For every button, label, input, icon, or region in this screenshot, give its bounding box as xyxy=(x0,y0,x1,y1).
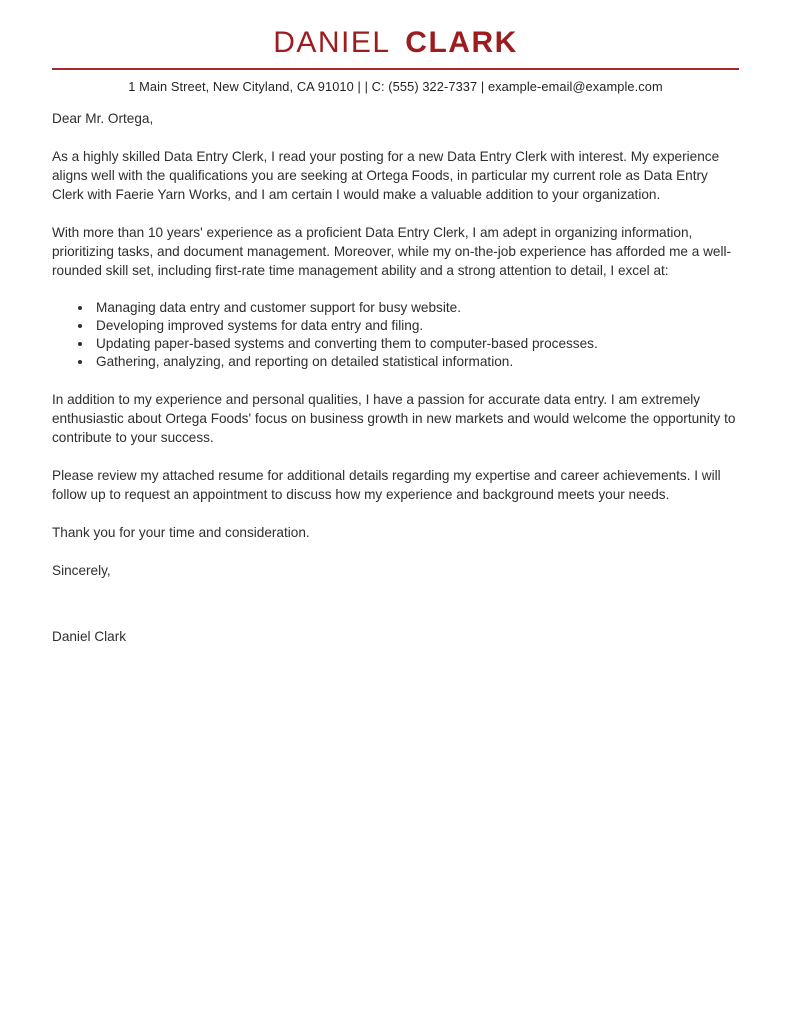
paragraph-intro: As a highly skilled Data Entry Clerk, I read your posting for a new Data Entry Clerk with interest. My experience aligns well with the qualifications you are seeking at Ortega Foods, in particular my current role as Data Entry Clerk with Faerie Yarn Works, and I am certain I would make a valuable addition to your organization. xyxy=(52,148,720,202)
signature-space xyxy=(52,599,739,627)
skills-bullet-list xyxy=(52,299,739,371)
first-name: DANIEL xyxy=(273,26,390,59)
last-name: CLARK xyxy=(405,26,518,59)
contact-line: 1 Main Street, New Cityland, CA 91010 | | C: (555) 322-7337 | example-email@example.com xyxy=(128,78,663,94)
letter-body xyxy=(52,109,739,646)
paragraph-experience: With more than 10 years' experience as a proficient Data Entry Clerk, I am adept in organizing information, prioritizing tasks, and document management. Moreover, while my on-the-job experience has afforded me a well-rounded skill set, including first-rate time management ability and a strong attention to detail, I excel at: xyxy=(52,224,732,278)
bullet-item: • Gathering, analyzing, and reporting on detailed statistical information. xyxy=(93,353,739,371)
signature-name: Daniel Clark xyxy=(52,628,127,644)
bullet-item: • Updating paper-based systems and converting them to computer-based processes. xyxy=(93,335,739,353)
page-title xyxy=(52,26,739,61)
header-divider xyxy=(52,68,739,70)
paragraph-passion: In addition to my experience and personal qualities, I have a passion for accurate data entry. I am extremely enthusiastic about Ortega Foods' focus on business growth in new markets and would welcome the opportunity to contribute to your success. xyxy=(52,391,736,445)
letter-header xyxy=(52,26,739,94)
bullet-item: • Managing data entry and customer support for busy website. xyxy=(93,299,739,317)
thanks-line: Thank you for your time and consideration. xyxy=(52,524,310,540)
signoff: Sincerely, xyxy=(52,562,111,578)
paragraph-resume: Please review my attached resume for additional details regarding my expertise and career achievements. I will follow up to request an appointment to discuss how my experience and background meets your needs. xyxy=(52,467,721,502)
bullet-item: • Developing improved systems for data entry and filing. xyxy=(93,317,739,335)
salutation: Dear Mr. Ortega, xyxy=(52,110,154,126)
